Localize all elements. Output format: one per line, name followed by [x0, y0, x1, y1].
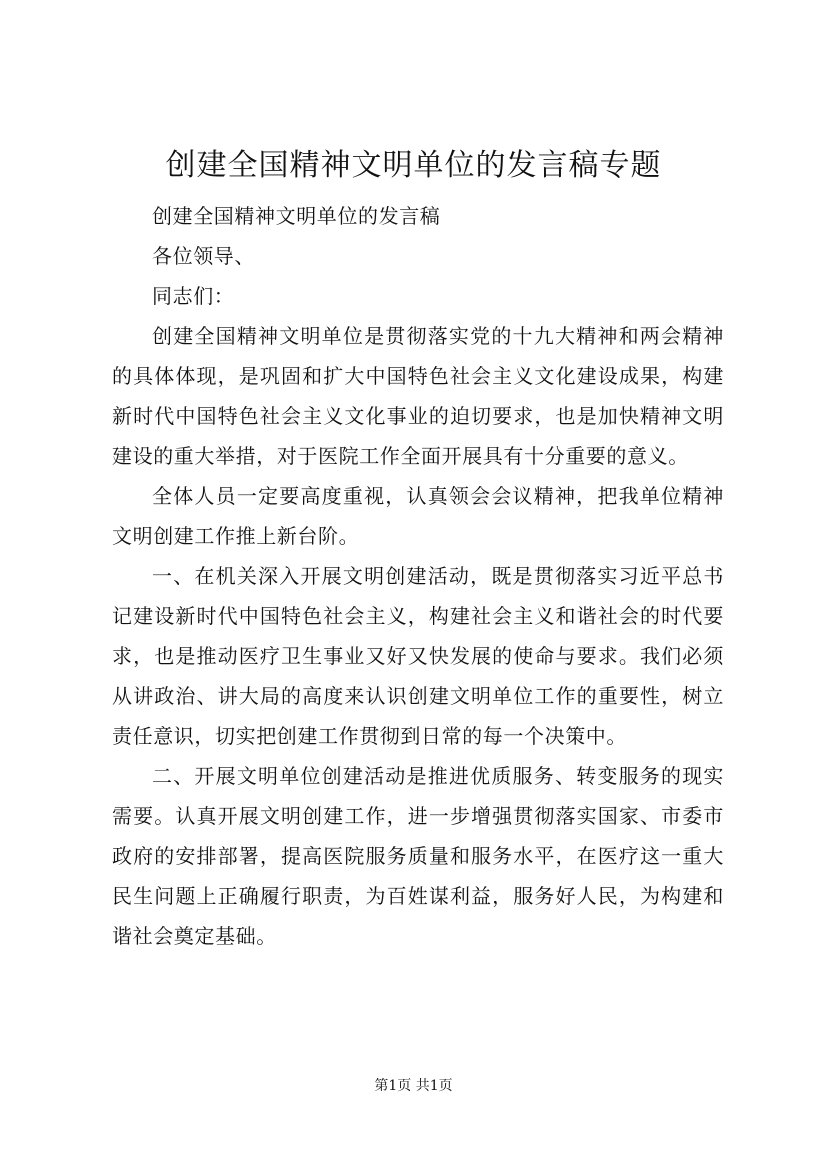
salutation-line-1: 各位领导、: [152, 244, 255, 268]
body-paragraph: 一、在机关深入开展文明创建活动，既是贯彻落实习近平总书记建设新时代中国特色社会主义，构建社会主义和谐社会的时代要求，也是推动医疗卫生事业又好又快发展的使命与要求。我们必须从讲政治、讲大局的高度来认识创建文明单位工作的重要性，树立责任意识，切实把创建工作贯彻到日常的每一个决策中。: [112, 564, 724, 748]
body-paragraph: 创建全国精神文明单位是贯彻落实党的十九大精神和两会精神的具体体现，是巩固和扩大中国特色社会主义文化建设成果，构建新时代中国特色社会主义文化事业的迫切要求，也是加快精神文明建设的重大举措，对于医院工作全面开展具有十分重要的意义。: [112, 324, 724, 468]
salutation-line-2: 同志们：: [152, 284, 235, 308]
page-footer: 第1页 共1页: [374, 1078, 453, 1094]
document-body: [112, 196, 724, 956]
body-paragraph: 二、开展文明单位创建活动是推进优质服务、转变服务的现实需要。认真开展文明创建工作，进一步增强贯彻落实国家、市委市政府的安排部署，提高医院服务质量和服务水平，在医疗这一重大民生问题上正确履行职责，为百姓谋利益，服务好人民，为构建和谐社会奠定基础。: [112, 764, 724, 948]
subtitle-paragraph: 创建全国精神文明单位的发言稿: [152, 204, 441, 228]
document-title: 创建全国精神文明单位的发言稿专题: [165, 148, 662, 183]
body-paragraph: 全体人员一定要高度重视，认真领会会议精神，把我单位精神文明创建工作推上新台阶。: [112, 484, 724, 548]
